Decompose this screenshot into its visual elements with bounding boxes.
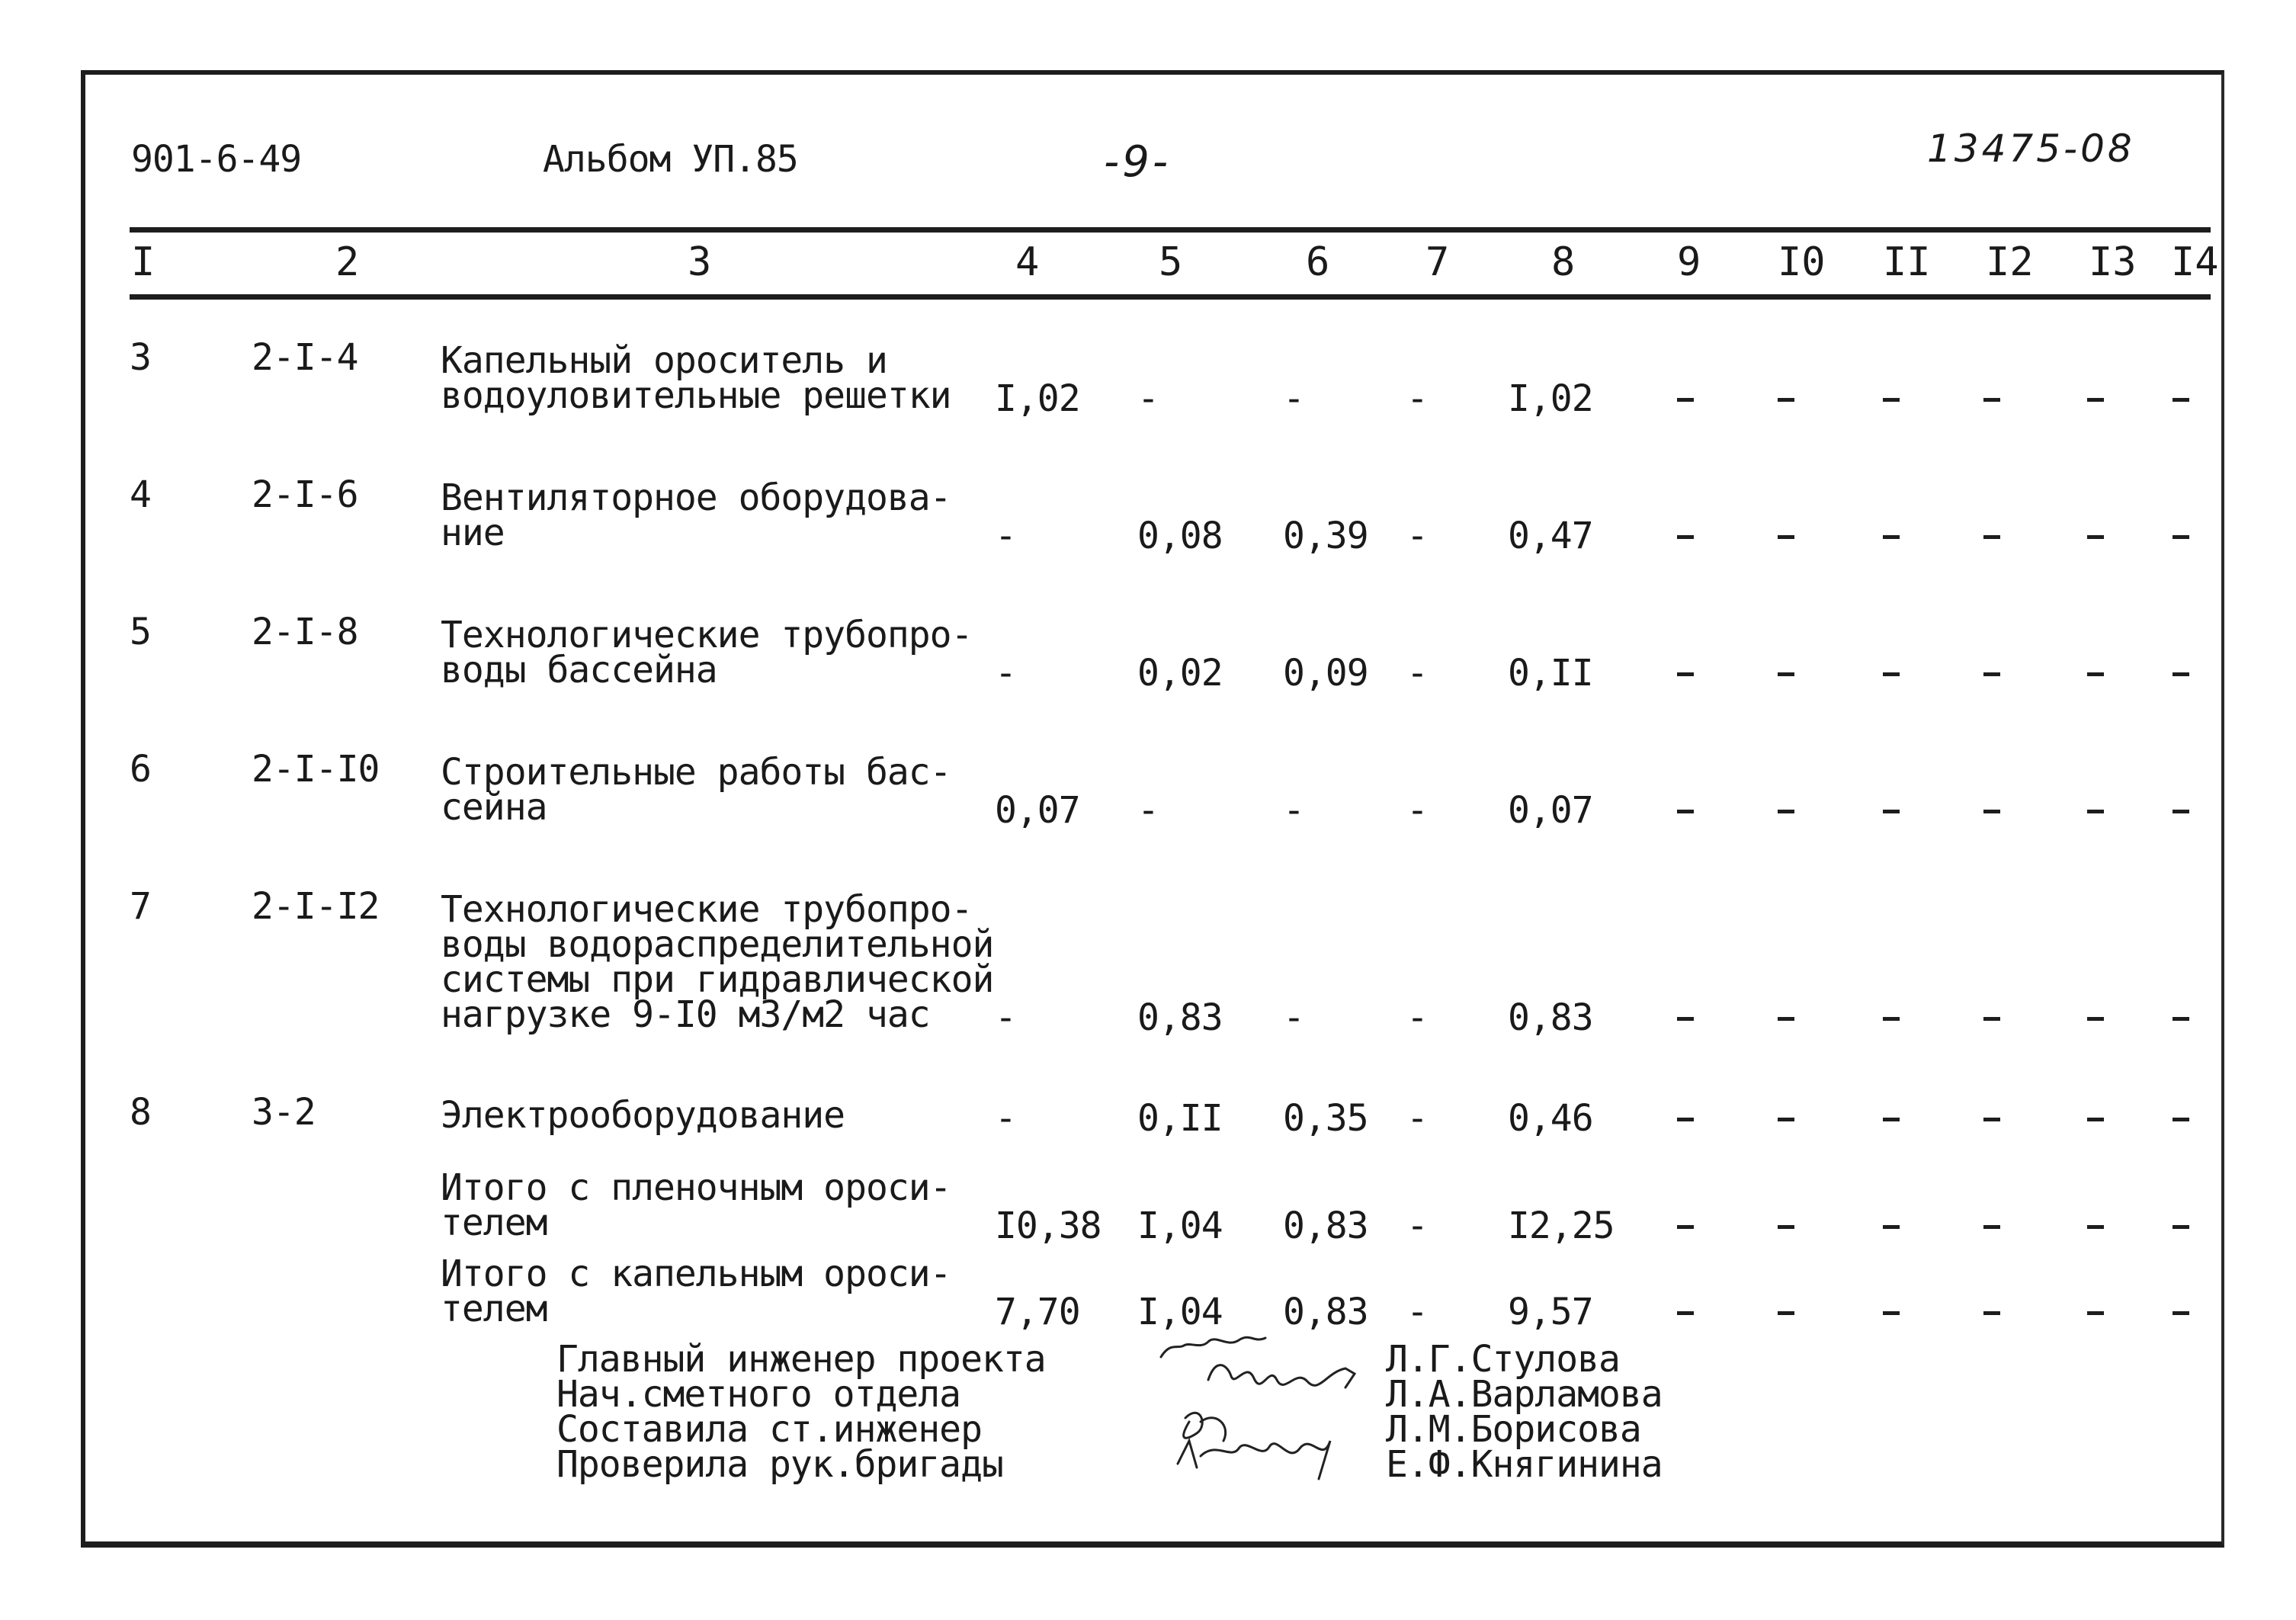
empty-cell-mark (1778, 398, 1794, 402)
row-name-line: Технологические трубопро- (441, 614, 973, 656)
cell-c4: - (995, 515, 1016, 557)
cell-c8: 0,83 (1508, 996, 1593, 1039)
row-name-line: Строительные работы бас- (441, 751, 951, 794)
cell-c5: 0,02 (1137, 652, 1223, 695)
row-name-line: Электрооборудование (441, 1094, 845, 1137)
col-header: I (131, 239, 156, 285)
empty-cell-mark (2173, 672, 2189, 676)
empty-cell-mark (1983, 1311, 2000, 1315)
row-name-line: воды бассейна (441, 649, 717, 691)
cell-c5: - (1137, 377, 1159, 420)
row-code: 2-I-4 (252, 336, 358, 379)
empty-cell-mark (2087, 672, 2104, 676)
cell-c7: - (1406, 789, 1428, 832)
table-top-rule (130, 227, 2211, 233)
cell-c4: 0,07 (995, 789, 1080, 832)
row-name-line: водоуловительные решетки (441, 374, 951, 417)
col-header: 9 (1677, 239, 1701, 285)
row-number: 3 (130, 336, 151, 379)
cell-c6: - (1283, 377, 1304, 420)
empty-cell-mark (1883, 1118, 1900, 1121)
row-code: 2-I-I0 (252, 748, 380, 791)
empty-cell-mark (2087, 1311, 2104, 1315)
empty-cell-mark (1677, 1225, 1694, 1229)
row-name-line: Капельный ороситель и (441, 339, 887, 382)
empty-cell-mark (1983, 398, 2000, 402)
col-header: 7 (1425, 239, 1450, 285)
empty-cell-mark (1983, 535, 2000, 539)
empty-cell-mark (2173, 398, 2189, 402)
total-c4: I0,38 (995, 1205, 1102, 1247)
row-number: 7 (130, 885, 151, 928)
total-c5: I,04 (1137, 1291, 1223, 1333)
album-title: Альбом УП.85 (543, 138, 798, 181)
cell-c4: - (995, 996, 1016, 1039)
cell-c4: I,02 (995, 377, 1080, 420)
empty-cell-mark (2087, 535, 2104, 539)
total-name-line: Итого с пленочным ороси- (441, 1166, 951, 1209)
empty-cell-mark (1778, 1118, 1794, 1121)
col-header: II (1883, 239, 1931, 285)
row-number: 6 (130, 748, 151, 791)
empty-cell-mark (2087, 1225, 2104, 1229)
row-code: 2-I-6 (252, 473, 358, 516)
empty-cell-mark (2173, 535, 2189, 539)
empty-cell-mark (1778, 1311, 1794, 1315)
empty-cell-mark (1983, 1017, 2000, 1021)
page-number: -9- (1104, 137, 1172, 187)
row-code: 2-I-8 (252, 611, 358, 653)
empty-cell-mark (1883, 1311, 1900, 1315)
total-c4: 7,70 (995, 1291, 1080, 1333)
row-name-line: системы при гидравлической (441, 958, 994, 1001)
cell-c5: 0,08 (1137, 515, 1223, 557)
col-header: 4 (1015, 239, 1040, 285)
signature-name: Л.Г.Стулова (1386, 1338, 1620, 1381)
signature-role: Составила ст.инженер (556, 1408, 982, 1451)
col-header: I0 (1778, 239, 1826, 285)
row-name-line: ние (441, 512, 505, 554)
table-header-rule (130, 294, 2211, 300)
row-number: 8 (130, 1091, 151, 1134)
total-c7: - (1406, 1205, 1428, 1247)
row-code: 2-I-I2 (252, 885, 380, 928)
col-header: 5 (1159, 239, 1183, 285)
col-header: I3 (2089, 239, 2137, 285)
empty-cell-mark (1677, 810, 1694, 813)
row-name-line: нагрузке 9-I0 м3/м2 час (441, 993, 930, 1036)
total-c8: I2,25 (1508, 1205, 1615, 1247)
col-header: 6 (1306, 239, 1330, 285)
empty-cell-mark (2173, 1118, 2189, 1121)
empty-cell-mark (1983, 672, 2000, 676)
col-header: 3 (688, 239, 712, 285)
empty-cell-mark (1677, 672, 1694, 676)
total-name-line: Итого с капельным ороси- (441, 1253, 951, 1295)
cell-c7: - (1406, 1097, 1428, 1140)
empty-cell-mark (1983, 810, 2000, 813)
empty-cell-mark (2173, 810, 2189, 813)
total-name-line: телем (441, 1201, 547, 1244)
cell-c8: I,02 (1508, 377, 1593, 420)
empty-cell-mark (2087, 398, 2104, 402)
cell-c7: - (1406, 652, 1428, 695)
signature-role: Главный инженер проекта (556, 1338, 1046, 1381)
cell-c4: - (995, 652, 1016, 695)
empty-cell-mark (1883, 1017, 1900, 1021)
row-code: 3-2 (252, 1091, 316, 1134)
cell-c6: 0,39 (1283, 515, 1368, 557)
empty-cell-mark (1778, 810, 1794, 813)
empty-cell-mark (1677, 398, 1694, 402)
cell-c7: - (1406, 377, 1428, 420)
empty-cell-mark (2173, 1225, 2189, 1229)
row-name-line: Вентиляторное оборудова- (441, 476, 951, 519)
cell-c7: - (1406, 515, 1428, 557)
row-name-line: воды водораспределительной (441, 923, 994, 966)
empty-cell-mark (2087, 810, 2104, 813)
row-name-line: Технологические трубопро- (441, 888, 973, 931)
cell-c6: - (1283, 789, 1304, 832)
cell-c5: - (1137, 789, 1159, 832)
empty-cell-mark (2087, 1118, 2104, 1121)
total-c5: I,04 (1137, 1205, 1223, 1247)
empty-cell-mark (2087, 1017, 2104, 1021)
row-name-line: сейна (441, 786, 547, 829)
empty-cell-mark (1677, 1118, 1694, 1121)
col-header: 2 (335, 239, 360, 285)
total-c8: 9,57 (1508, 1291, 1593, 1333)
empty-cell-mark (1983, 1225, 2000, 1229)
empty-cell-mark (1677, 1311, 1694, 1315)
signature-name: Е.Ф.Княгинина (1386, 1443, 1663, 1486)
cell-c6: 0,35 (1283, 1097, 1368, 1140)
empty-cell-mark (1677, 1017, 1694, 1021)
empty-cell-mark (1983, 1118, 2000, 1121)
signature-role: Нач.сметного отдела (556, 1373, 961, 1416)
cell-c5: 0,83 (1137, 996, 1223, 1039)
empty-cell-mark (2173, 1017, 2189, 1021)
total-c6: 0,83 (1283, 1291, 1368, 1333)
row-number: 4 (130, 473, 151, 516)
empty-cell-mark (1883, 672, 1900, 676)
row-number: 5 (130, 611, 151, 653)
signature-name: Л.А.Варламова (1386, 1373, 1663, 1416)
cell-c5: 0,II (1137, 1097, 1223, 1140)
cell-c8: 0,47 (1508, 515, 1593, 557)
empty-cell-mark (1883, 535, 1900, 539)
cell-c8: 0,II (1508, 652, 1593, 695)
total-name-line: телем (441, 1288, 547, 1330)
empty-cell-mark (1778, 1017, 1794, 1021)
cell-c6: 0,09 (1283, 652, 1368, 695)
empty-cell-mark (2173, 1311, 2189, 1315)
signature-role: Проверила рук.бригады (556, 1443, 1003, 1486)
col-header: I4 (2171, 239, 2219, 285)
empty-cell-mark (1883, 1225, 1900, 1229)
empty-cell-mark (1883, 810, 1900, 813)
total-c7: - (1406, 1291, 1428, 1333)
empty-cell-mark (1778, 535, 1794, 539)
empty-cell-mark (1778, 1225, 1794, 1229)
empty-cell-mark (1883, 398, 1900, 402)
empty-cell-mark (1778, 672, 1794, 676)
cell-c7: - (1406, 996, 1428, 1039)
total-c6: 0,83 (1283, 1205, 1368, 1247)
cell-c6: - (1283, 996, 1304, 1039)
registration-number: 13475-08 (1927, 127, 2135, 171)
col-header: 8 (1551, 239, 1576, 285)
empty-cell-mark (1677, 535, 1694, 539)
cell-c8: 0,46 (1508, 1097, 1593, 1140)
cell-c8: 0,07 (1508, 789, 1593, 832)
handwritten-signatures (1155, 1326, 1399, 1509)
document-code: 901-6-49 (131, 138, 302, 181)
signature-name: Л.М.Борисова (1386, 1408, 1641, 1451)
cell-c4: - (995, 1097, 1016, 1140)
col-header: I2 (1986, 239, 2034, 285)
